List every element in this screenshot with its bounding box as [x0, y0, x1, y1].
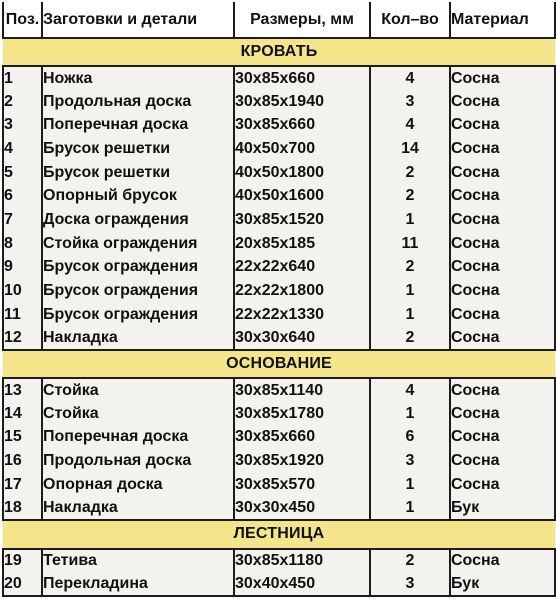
table-row	[3, 426, 555, 450]
cell-name: Доска ограждения	[42, 208, 234, 232]
cell-material: Бук	[450, 572, 555, 596]
table-row	[3, 208, 555, 232]
cell-pos: 2	[3, 90, 42, 114]
cell-name: Поперечная доска	[42, 426, 234, 450]
cell-size: 22x22x1800	[234, 279, 370, 303]
parts-table	[2, 2, 556, 597]
cell-pos: 10	[3, 279, 42, 303]
cell-qty: 1	[370, 473, 450, 497]
cell-qty: 3	[370, 572, 450, 596]
cell-size: 30x85x1140	[234, 378, 370, 402]
cell-size: 30x85x1520	[234, 208, 370, 232]
cell-size: 30x30x640	[234, 326, 370, 350]
cell-name: Брусок решетки	[42, 137, 234, 161]
cell-material: Бук	[450, 497, 555, 521]
cell-pos: 11	[3, 303, 42, 327]
header-material: Материал	[450, 2, 555, 38]
cell-name: Опорный брусок	[42, 185, 234, 209]
cell-pos: 18	[3, 497, 42, 521]
cell-pos: 5	[3, 161, 42, 185]
cell-name: Продольная доска	[42, 90, 234, 114]
cell-size: 22x22x640	[234, 255, 370, 279]
cell-material: Сосна	[450, 303, 555, 327]
section-title: КРОВАТЬ	[3, 38, 555, 66]
cell-qty: 1	[370, 497, 450, 521]
table-row	[3, 402, 555, 426]
cell-name: Ножка	[42, 66, 234, 90]
table-row	[3, 378, 555, 402]
cell-pos: 17	[3, 473, 42, 497]
cell-name: Продольная доска	[42, 449, 234, 473]
cell-qty: 4	[370, 66, 450, 90]
cell-name: Брусок ограждения	[42, 303, 234, 327]
cell-qty: 3	[370, 90, 450, 114]
cell-pos: 9	[3, 255, 42, 279]
cell-qty: 1	[370, 303, 450, 327]
table-row	[3, 137, 555, 161]
section-header-row	[3, 350, 555, 378]
cell-pos: 14	[3, 402, 42, 426]
cell-qty: 2	[370, 326, 450, 350]
table-row	[3, 326, 555, 350]
table-row	[3, 232, 555, 256]
table-row	[3, 497, 555, 521]
cell-pos: 8	[3, 232, 42, 256]
cell-size: 30x85x660	[234, 66, 370, 90]
cell-material: Сосна	[450, 473, 555, 497]
cell-size: 40x50x1800	[234, 161, 370, 185]
table-row	[3, 90, 555, 114]
cell-size: 30x85x660	[234, 426, 370, 450]
cell-size: 22x22x1330	[234, 303, 370, 327]
cell-size: 30x85x1920	[234, 449, 370, 473]
cell-pos: 4	[3, 137, 42, 161]
cell-material: Сосна	[450, 402, 555, 426]
cell-material: Сосна	[450, 90, 555, 114]
cell-name: Тетива	[42, 549, 234, 573]
cell-qty: 4	[370, 114, 450, 138]
cell-pos: 13	[3, 378, 42, 402]
cell-size: 40x50x1600	[234, 185, 370, 209]
cell-material: Сосна	[450, 426, 555, 450]
cell-size: 30x40x450	[234, 572, 370, 596]
cell-material: Сосна	[450, 549, 555, 573]
cell-material: Сосна	[450, 449, 555, 473]
cell-name: Перекладина	[42, 572, 234, 596]
cell-material: Сосна	[450, 255, 555, 279]
table-row	[3, 114, 555, 138]
table-row	[3, 255, 555, 279]
table-row	[3, 449, 555, 473]
cell-material: Сосна	[450, 326, 555, 350]
section-title: ОСНОВАНИЕ	[3, 350, 555, 378]
cell-name: Брусок решетки	[42, 161, 234, 185]
cell-qty: 2	[370, 549, 450, 573]
header-pos: Поз.	[3, 2, 42, 38]
cell-qty: 6	[370, 426, 450, 450]
cell-size: 20x85x185	[234, 232, 370, 256]
cell-qty: 3	[370, 449, 450, 473]
table-row	[3, 279, 555, 303]
cell-pos: 20	[3, 572, 42, 596]
header-size: Размеры, мм	[234, 2, 370, 38]
cell-name: Стойка	[42, 402, 234, 426]
section-title: ЛЕСТНИЦА	[3, 520, 555, 548]
cell-pos: 19	[3, 549, 42, 573]
cell-material: Сосна	[450, 185, 555, 209]
header-qty: Кол–во	[370, 2, 450, 38]
cell-qty: 1	[370, 279, 450, 303]
section-header-row	[3, 520, 555, 548]
cell-name: Опорная доска	[42, 473, 234, 497]
cell-name: Брусок ограждения	[42, 279, 234, 303]
cell-qty: 1	[370, 402, 450, 426]
cell-name: Брусок ограждения	[42, 255, 234, 279]
table-row	[3, 572, 555, 596]
cell-name: Поперечная доска	[42, 114, 234, 138]
cell-qty: 2	[370, 161, 450, 185]
cell-qty: 1	[370, 208, 450, 232]
cell-material: Сосна	[450, 161, 555, 185]
table-row	[3, 473, 555, 497]
cell-size: 30x85x1940	[234, 90, 370, 114]
cell-material: Сосна	[450, 279, 555, 303]
table-row	[3, 185, 555, 209]
cell-name: Стойка	[42, 378, 234, 402]
table-row	[3, 66, 555, 90]
cell-pos: 15	[3, 426, 42, 450]
header-name: Заготовки и детали	[42, 2, 234, 38]
cell-material: Сосна	[450, 208, 555, 232]
cell-size: 30x85x1180	[234, 549, 370, 573]
cell-size: 30x85x660	[234, 114, 370, 138]
table-row	[3, 303, 555, 327]
cell-pos: 12	[3, 326, 42, 350]
section-header-row	[3, 38, 555, 66]
cell-name: Стойка ограждения	[42, 232, 234, 256]
cell-material: Сосна	[450, 378, 555, 402]
cell-name: Накладка	[42, 497, 234, 521]
cell-pos: 1	[3, 66, 42, 90]
header-row	[3, 2, 555, 38]
cell-pos: 7	[3, 208, 42, 232]
cell-size: 30x85x570	[234, 473, 370, 497]
cell-name: Накладка	[42, 326, 234, 350]
cell-qty: 2	[370, 255, 450, 279]
cell-qty: 4	[370, 378, 450, 402]
cell-material: Сосна	[450, 232, 555, 256]
cell-size: 30x30x450	[234, 497, 370, 521]
cell-qty: 14	[370, 137, 450, 161]
cell-size: 30x85x1780	[234, 402, 370, 426]
cell-material: Сосна	[450, 114, 555, 138]
cell-size: 40x50x700	[234, 137, 370, 161]
table-row	[3, 549, 555, 573]
table-body	[3, 38, 555, 596]
cell-qty: 2	[370, 185, 450, 209]
table-row	[3, 161, 555, 185]
cell-pos: 6	[3, 185, 42, 209]
cell-pos: 3	[3, 114, 42, 138]
cell-pos: 16	[3, 449, 42, 473]
cell-material: Сосна	[450, 137, 555, 161]
cell-material: Сосна	[450, 66, 555, 90]
cell-qty: 11	[370, 232, 450, 256]
